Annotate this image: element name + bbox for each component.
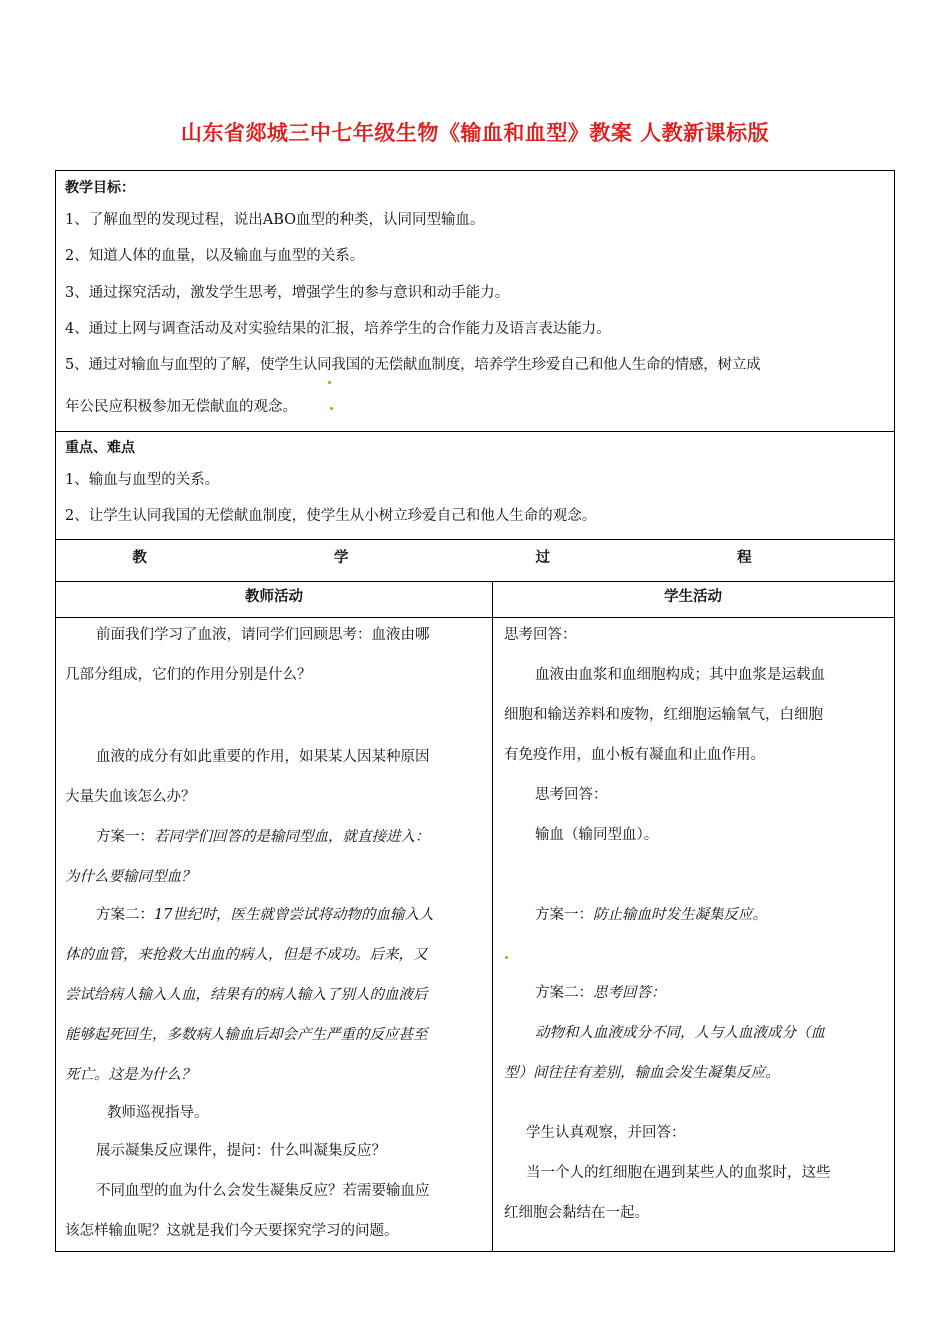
student-text: 红细胞会黏结在一起。: [504, 1205, 649, 1221]
student-text: 思考回答：: [504, 627, 577, 643]
teacher-text: [96, 895, 433, 935]
decorative-dot: [328, 381, 331, 384]
goal-item: 4、通过上网与调查活动及对实验结果的汇报，培养学生的合作能力及语言表达能力。: [65, 321, 611, 337]
teacher-activity-header: 教师活动: [245, 589, 303, 605]
goal-item: 年公民应积极参加无偿献血的观念。: [65, 399, 297, 415]
student-text: 血液由血浆和血细胞构成；其中血浆是运载血: [535, 667, 825, 683]
teacher-text: 尝试给病人输入人血，结果有的病人输入了别人的血液后: [65, 987, 428, 1003]
teacher-text: [96, 817, 430, 857]
student-text: 学生认真观察，并回答：: [526, 1125, 686, 1141]
student-text: 思考回答：: [535, 787, 608, 803]
teaching-goals-heading: 教学目标：: [65, 180, 135, 196]
plan-one-label: 方案一：: [96, 829, 154, 845]
teacher-text: 血液的成分有如此重要的作用，如果某人因某种原因: [96, 749, 430, 765]
decorative-dot: [330, 407, 333, 410]
goal-item: 2、知道人体的血量，以及输血与血型的关系。: [65, 248, 365, 264]
key-points-section: [65, 437, 888, 457]
student-text: 细胞和输送养料和废物，红细胞运输氧气，白细胞: [504, 707, 823, 723]
teacher-text: 展示凝集反应课件，提问：什么叫凝集反应？: [96, 1143, 386, 1159]
plan-one-answer: 防止输血时发生凝集反应。: [593, 907, 767, 923]
teacher-text: 几部分组成，它们的作用分别是什么？: [65, 667, 312, 683]
student-text: 型）间往往有差别，输血会发生凝集反应。: [504, 1065, 780, 1081]
goal-item: 1、了解血型的发现过程，说出ABO血型的种类，认同同型输血。: [65, 212, 485, 228]
teacher-text: 能够起死回生，多数病人输血后却会产生严重的反应甚至: [65, 1027, 428, 1043]
student-text: 当一个人的红细胞在遇到某些人的血浆时，这些: [526, 1165, 831, 1181]
student-activity-header: 学生活动: [664, 589, 722, 605]
plan-two-text: 17世纪时，医生就曾尝试将动物的血输入人: [154, 907, 434, 923]
key-points-heading: 重点、难点: [65, 440, 135, 456]
student-text: 动物和人血液成分不同，人与人血液成分（血: [535, 1025, 825, 1041]
student-text: [535, 973, 666, 1013]
teacher-text: 教师巡视指导。: [107, 1105, 209, 1121]
goal-item: 3、通过探究活动，激发学生思考，增强学生的参与意识和动手能力。: [65, 285, 510, 301]
teacher-text: 前面我们学习了血液，请同学们回顾思考：血液由哪: [96, 627, 430, 643]
teacher-text: 死亡。这是为什么？: [65, 1067, 196, 1083]
plan-two-answer: 思考回答：: [593, 985, 666, 1001]
teaching-goals-section: [65, 177, 888, 197]
student-text: 输血（输同型血）。: [535, 827, 659, 843]
lesson-plan-table: [55, 170, 895, 1252]
decorative-dot: [505, 956, 508, 959]
plan-two-label: 方案二：: [535, 985, 593, 1001]
teacher-text: 该怎样输血呢？这就是我们今天要探究学习的问题。: [65, 1223, 399, 1239]
plan-one-label: 方案一：: [535, 907, 593, 923]
teacher-text: 体的血管，来抢救大出血的病人，但是不成功。后来，又: [65, 947, 428, 963]
goal-item: 5、通过对输血与血型的了解，使学生认同我国的无偿献血制度，培养学生珍爱自己和他人生命的情感，树立成: [65, 357, 761, 373]
plan-one-text: 若同学们回答的是输同型血，就直接进入：: [154, 829, 430, 845]
document-title: 山东省郯城三中七年级生物《输血和血型》教案 人教新课标版: [180, 121, 770, 145]
student-text: 有免疫作用，血小板有凝血和止血作用。: [504, 747, 765, 763]
teaching-process-heading: 教 学 过 程: [132, 550, 818, 566]
keypoint-item: 1、输血与血型的关系。: [65, 472, 220, 488]
teacher-text: 不同血型的血为什么会发生凝集反应？若需要输血应: [96, 1183, 430, 1199]
plan-two-label: 方案二：: [96, 907, 154, 923]
teacher-text: 为什么要输同型血？: [65, 869, 196, 885]
keypoint-item: 2、让学生认同我国的无偿献血制度，使学生从小树立珍爱自己和他人生命的观念。: [65, 508, 597, 524]
student-text: [535, 895, 767, 935]
teacher-text: 大量失血该怎么办？: [65, 789, 196, 805]
